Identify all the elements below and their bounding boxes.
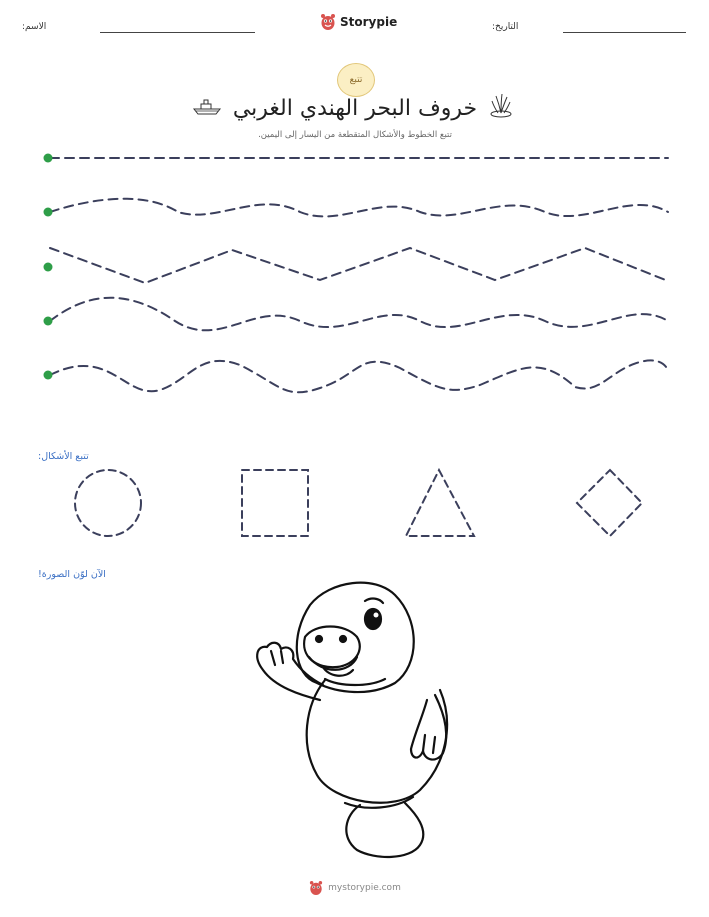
name-label: الاسم: — [22, 22, 47, 32]
start-dot-icon — [44, 371, 53, 380]
start-dot-icon — [44, 154, 53, 163]
date-line[interactable] — [563, 32, 686, 33]
brand — [320, 12, 397, 32]
trace-diamond — [577, 470, 642, 536]
start-dot-icon — [44, 263, 53, 272]
brand-name: Storypie — [340, 15, 398, 29]
manatee-coloring-image — [245, 575, 475, 865]
storypie-logo-icon — [309, 880, 323, 896]
start-dot-icon — [44, 317, 53, 326]
storypie-logo-icon — [320, 13, 336, 31]
trace-line-wave-3 — [50, 360, 668, 392]
trace-square — [242, 470, 308, 536]
tracing-shapes — [60, 462, 660, 547]
footer — [300, 878, 410, 898]
trace-line-wave-1 — [50, 199, 668, 217]
trace-circle — [75, 470, 141, 536]
trace-badge: تتبع — [337, 63, 375, 97]
footer-url[interactable]: mystorypie.com — [328, 883, 401, 893]
trace-line-wave-2 — [50, 298, 668, 331]
shapes-section-title: تتبع الأشكال: — [38, 451, 89, 462]
trace-line-zigzag — [50, 248, 668, 283]
page-subtitle: تتبع الخطوط والأشكال المتقطعة من اليسار إلى اليمين. — [258, 130, 452, 140]
seagrass-icon — [488, 92, 514, 118]
start-dot-icon — [44, 208, 53, 217]
color-section-title: الآن لوّن الصورة! — [38, 569, 106, 580]
name-line[interactable] — [100, 32, 255, 33]
page-title: خروف البحر الهندي الغربي — [232, 96, 478, 121]
date-label: التاريخ: — [492, 22, 519, 32]
trace-triangle — [406, 470, 474, 536]
boat-icon — [192, 98, 222, 116]
tracing-lines — [0, 140, 709, 400]
